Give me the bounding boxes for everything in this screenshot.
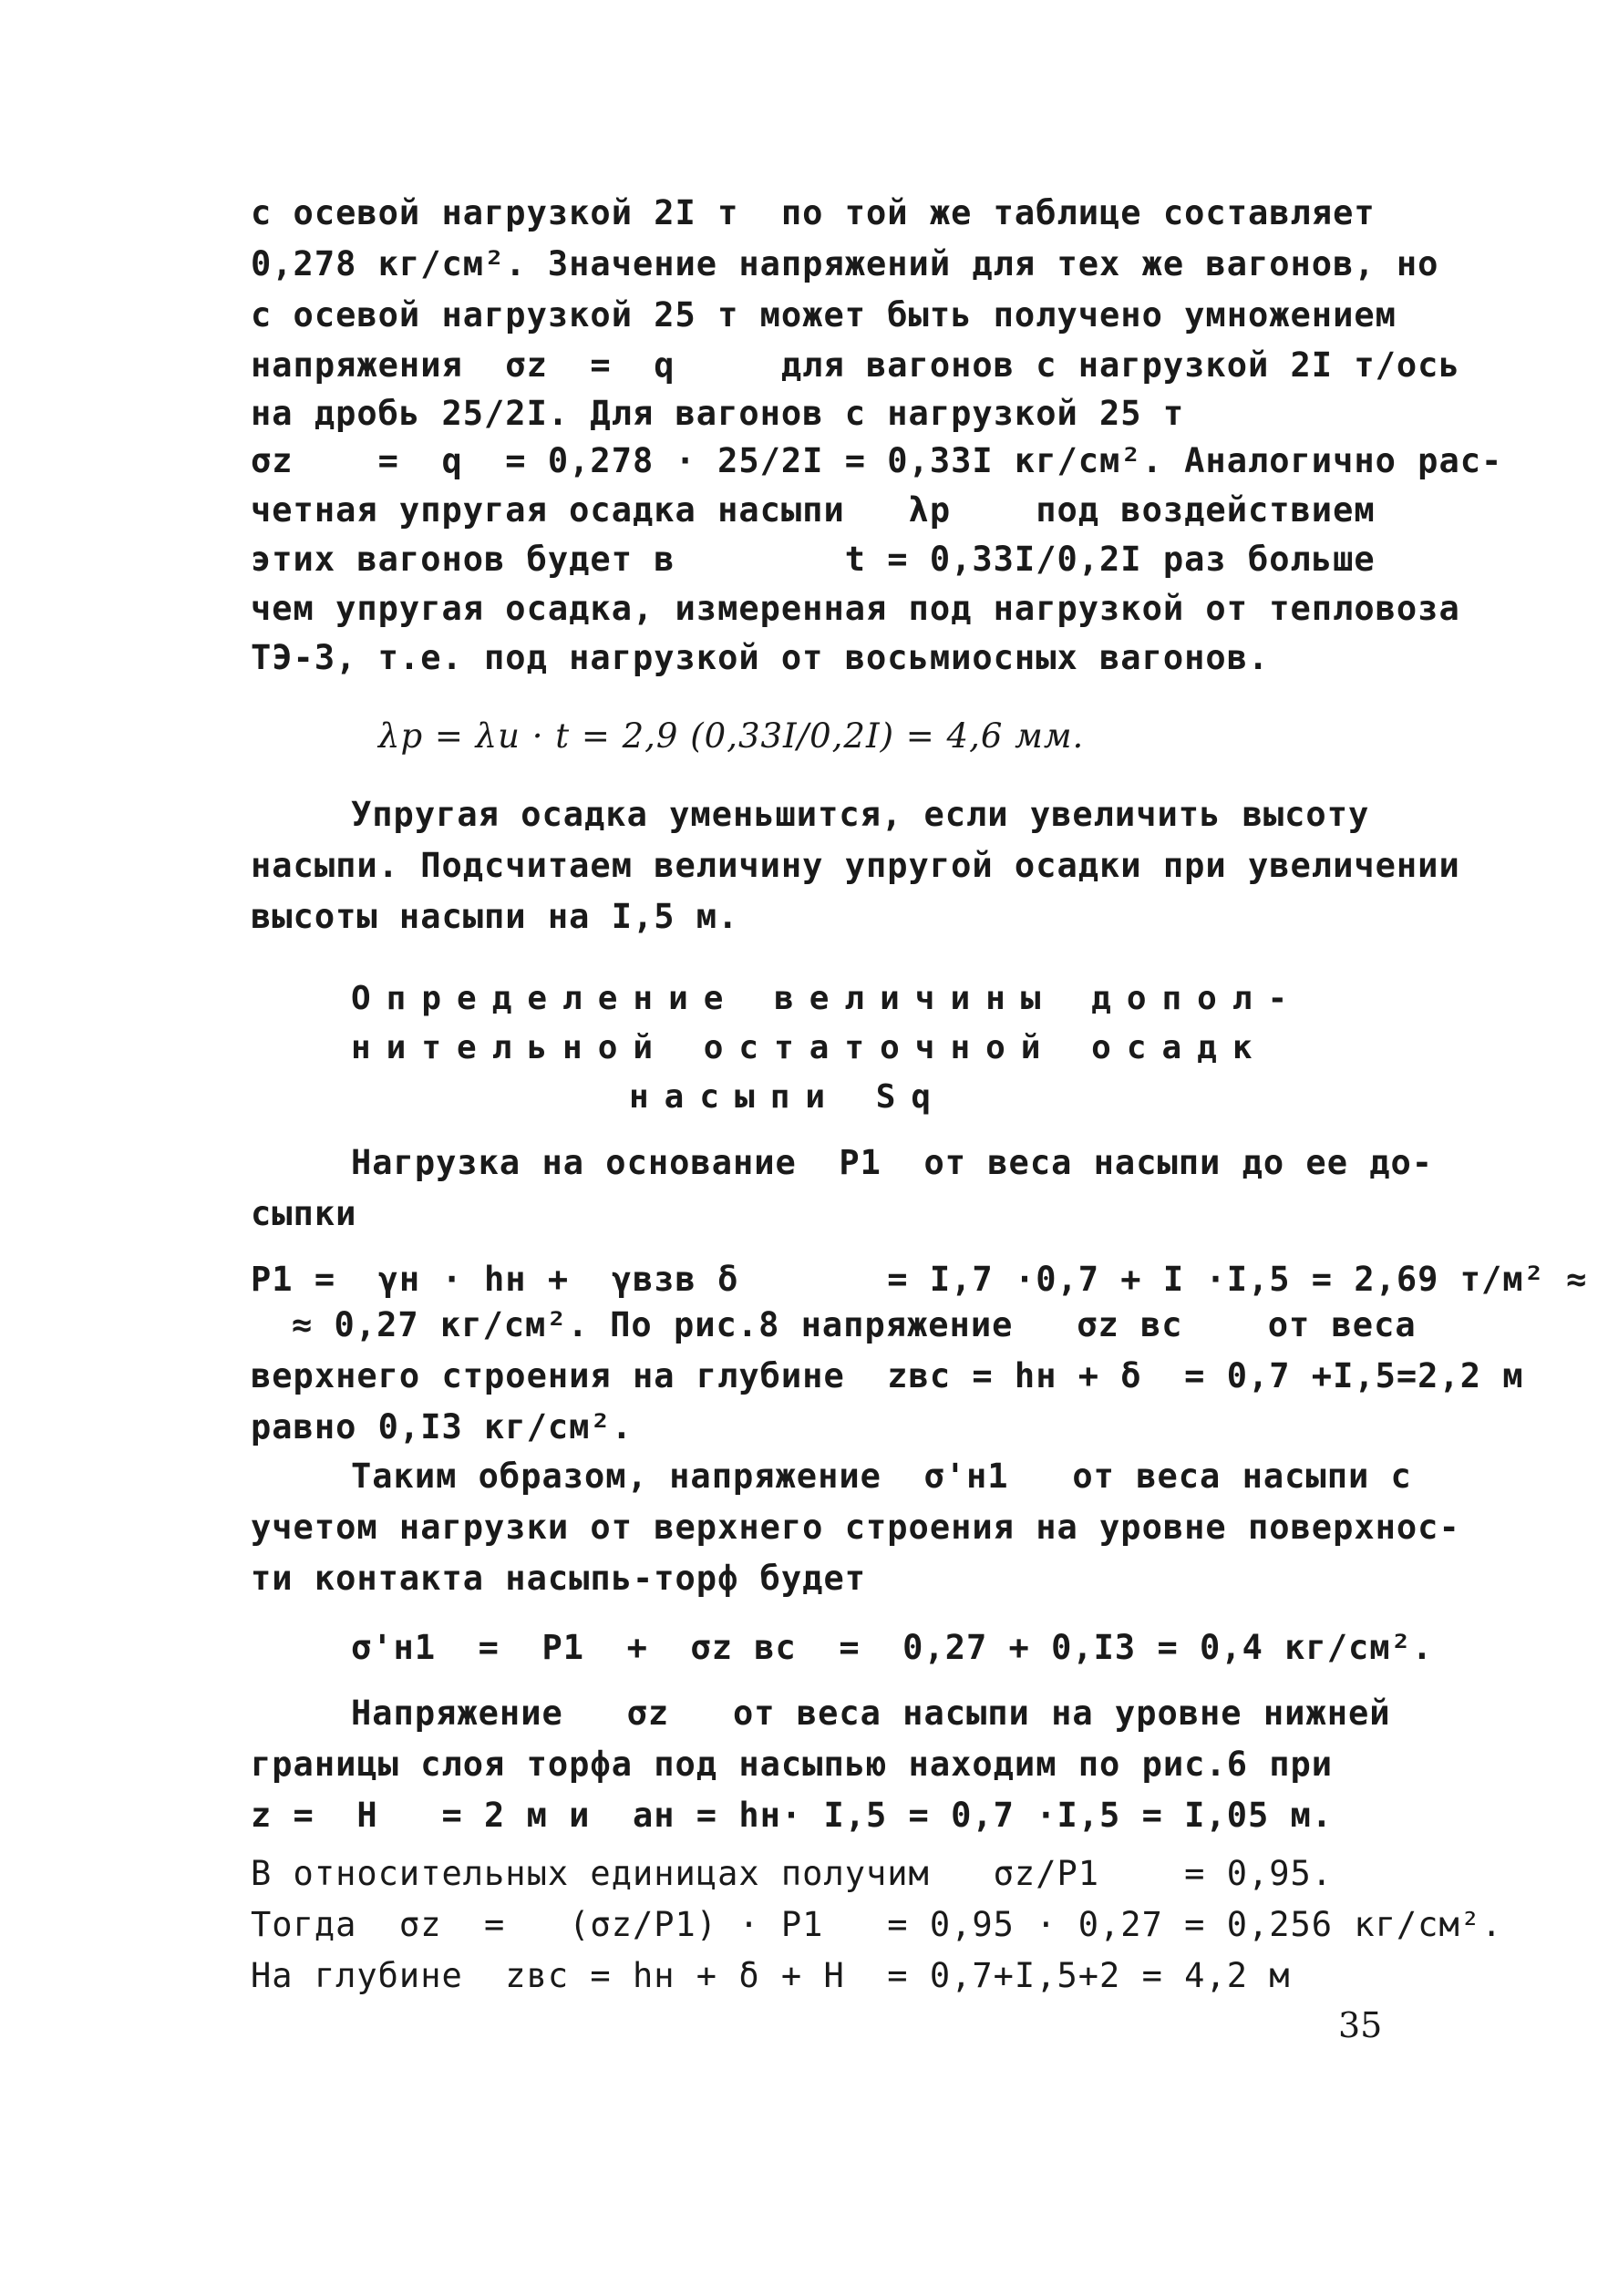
text-line: чем упругая осадка, измеренная под нагрузкой от тепловоза <box>251 589 1460 628</box>
text-line: Таким образом, напряжение σ'н1 от веса насыпи с <box>351 1457 1412 1496</box>
section-heading-line: нительной остаточной осадк <box>351 1029 1268 1066</box>
text-line: напряжения σz = q для вагонов с нагрузкой 2I т/ось <box>251 345 1460 385</box>
text-line: В относительных единицах получим σz/P1 = 0,95. <box>251 1854 1334 1893</box>
page-number: 35 <box>1338 2005 1383 2045</box>
text-line: ≈ 0,27 кг/см². По рис.8 напряжение σz вс от веса <box>292 1305 1417 1344</box>
text-line: ТЭ-3, т.е. под нагрузкой от восьмиосных вагонов. <box>251 638 1270 677</box>
text-line: ти контакта насыпь-торф будет <box>251 1559 867 1598</box>
text-line: Упругая осадка уменьшится, если увеличить высоту <box>351 795 1370 834</box>
text-line: σz = q = 0,278 · 25/2I = 0,33I кг/см². Аналогично рас- <box>251 441 1503 480</box>
text-line: этих вагонов будет в t = 0,33I/0,2I раз больше <box>251 540 1376 579</box>
formula-line: σ'н1 = P1 + σz вс = 0,27 + 0,I3 = 0,4 кг/см². <box>351 1628 1434 1667</box>
text-line: На глубине zвс = hн + δ + H = 0,7+I,5+2 = 4,2 м <box>251 1956 1291 1995</box>
text-line: Нагрузка на основание P1 от веса насыпи до ее до- <box>351 1143 1434 1182</box>
formula-line: P1 = γн · hн + γвзв δ = I,7 ·0,7 + I ·I,5 = 2,69 т/м² ≈ <box>251 1260 1588 1299</box>
formula-line: λр = λu · t = 2,9 (0,33I/0,2I) = 4,6 мм. <box>378 716 1085 756</box>
text-line: учетом нагрузки от верхнего строения на уровне поверхнос- <box>251 1508 1460 1547</box>
text-line: на дробь 25/2I. Для вагонов с нагрузкой 25 т <box>251 394 1185 433</box>
text-line: с осевой нагрузкой 25 т может быть получено умножением <box>251 295 1397 335</box>
section-heading-line: Определение величины допол- <box>351 980 1304 1017</box>
text-line: границы слоя торфа под насыпью находим по рис.6 при <box>251 1745 1334 1784</box>
text-line: равно 0,I3 кг/см². <box>251 1407 633 1447</box>
text-line: с осевой нагрузкой 2I т по той же таблице составляет <box>251 193 1376 232</box>
text-line: высоты насыпи на I,5 м. <box>251 897 739 936</box>
text-line: сыпки <box>251 1194 357 1233</box>
text-line: Напряжение σz от веса насыпи на уровне нижней <box>351 1694 1391 1733</box>
text-line: 0,278 кг/см². Значение напряжений для тех же вагонов, но <box>251 244 1439 283</box>
text-line: Тогда σz = (σz/P1) · P1 = 0,95 · 0,27 = 0,256 кг/см². <box>251 1905 1503 1944</box>
text-line: z = H = 2 м и aн = hн· I,5 = 0,7 ·I,5 = I,05 м. <box>251 1796 1334 1835</box>
text-line: насыпи. Подсчитаем величину упругой осадки при увеличении <box>251 846 1460 885</box>
text-line: верхнего строения на глубине zвс = hн + δ = 0,7 +I,5=2,2 м <box>251 1356 1524 1395</box>
text-line: четная упругая осадка насыпи λр под воздействием <box>251 490 1376 530</box>
section-heading-line: насыпи Sq <box>629 1078 947 1116</box>
